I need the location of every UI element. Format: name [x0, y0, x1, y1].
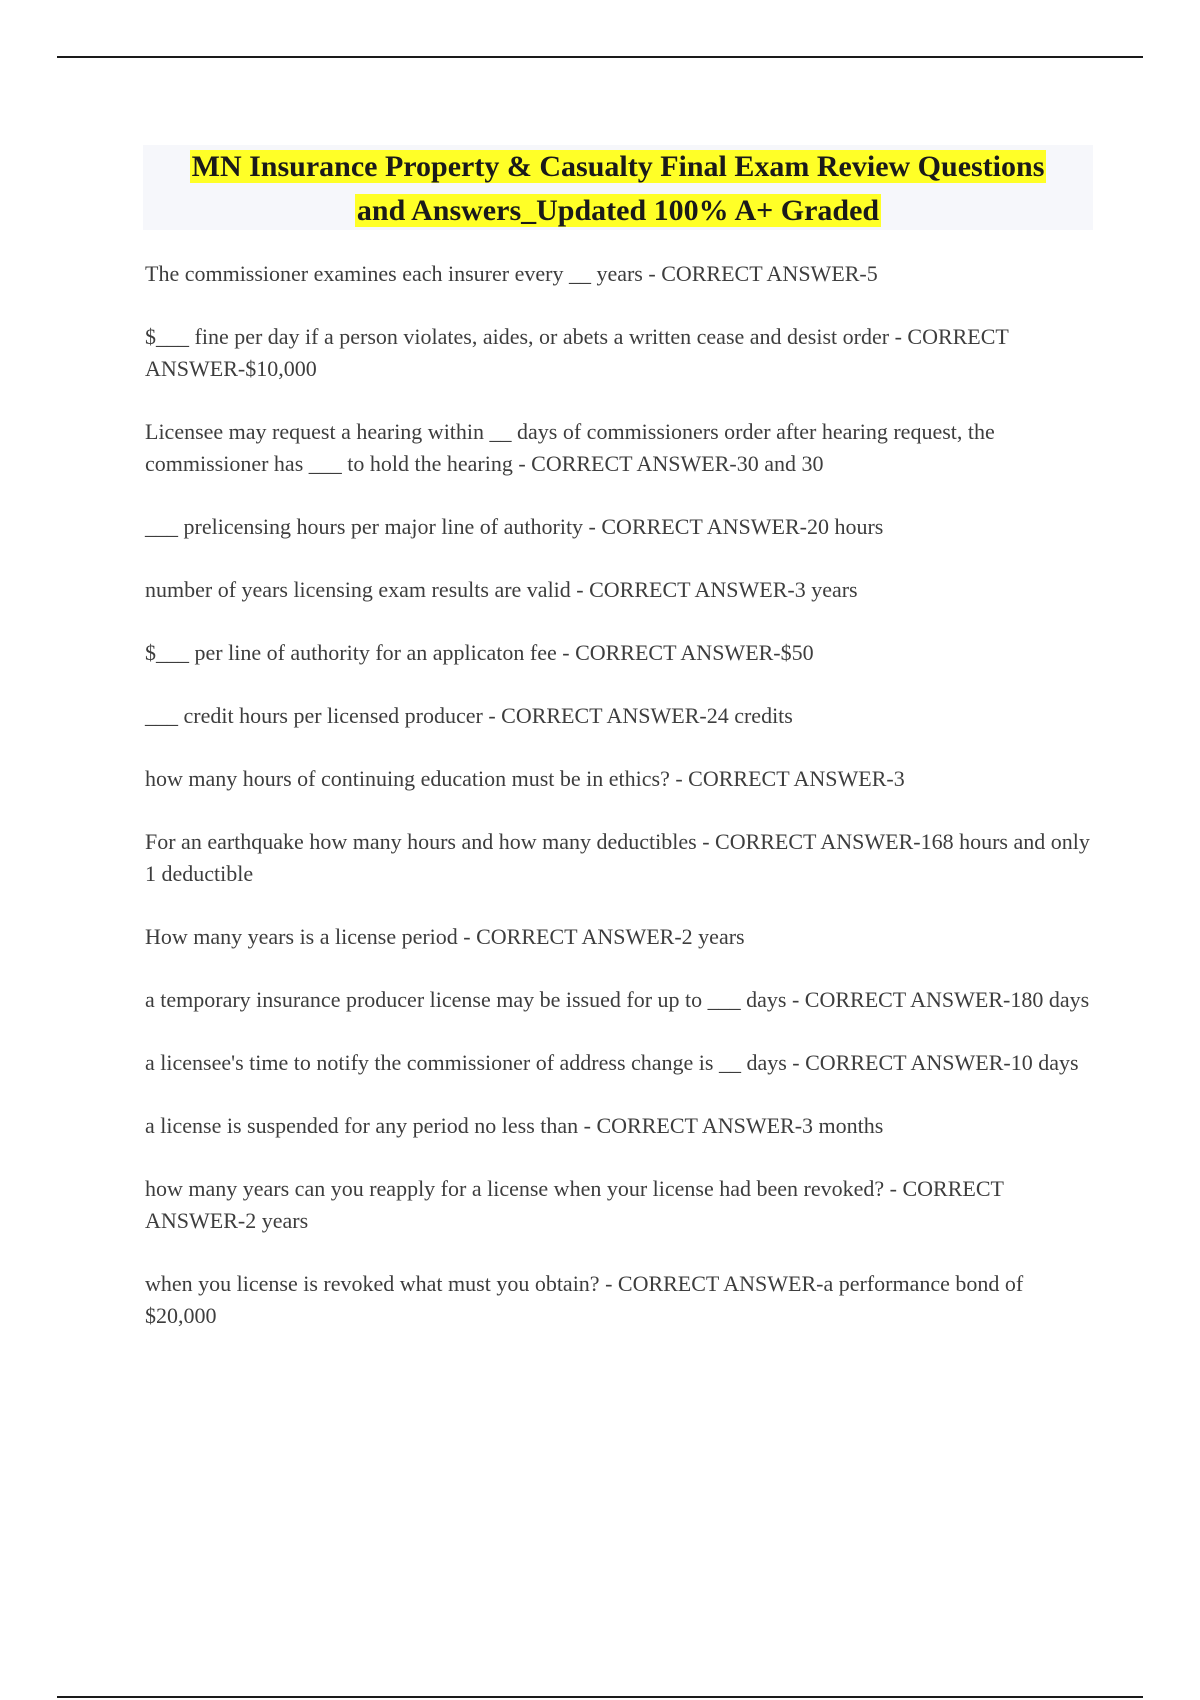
- bottom-rule: [57, 1696, 1143, 1698]
- qa-item: how many years can you reapply for a license when your license had been revoked? - CORRECT ANSWER-2 years: [145, 1176, 1004, 1233]
- qa-list: [145, 258, 1100, 1363]
- qa-item: $___ fine per day if a person violates, aides, or abets a written cease and desist order - CORRECT ANSWER-$10,000: [145, 324, 1009, 381]
- qa-item: a temporary insurance producer license may be issued for up to ___ days - CORRECT ANSWER-180 days: [145, 987, 1090, 1012]
- title-block: [143, 145, 1093, 230]
- qa-item: $___ per line of authority for an applicaton fee - CORRECT ANSWER-$50: [145, 640, 814, 665]
- qa-item: a license is suspended for any period no less than - CORRECT ANSWER-3 months: [145, 1113, 884, 1138]
- qa-item: ___ credit hours per licensed producer - CORRECT ANSWER-24 credits: [145, 703, 793, 728]
- qa-item: when you license is revoked what must you obtain? - CORRECT ANSWER-a performance bond of $20,000: [145, 1271, 1024, 1328]
- qa-item: The commissioner examines each insurer every __ years - CORRECT ANSWER-5: [145, 261, 878, 286]
- top-rule: [57, 56, 1143, 58]
- title-line-2: [143, 189, 1093, 233]
- qa-item: how many hours of continuing education must be in ethics? - CORRECT ANSWER-3: [145, 766, 905, 791]
- qa-item: a licensee's time to notify the commissioner of address change is __ days - CORRECT ANSWER-10 days: [145, 1050, 1079, 1075]
- qa-item: ___ prelicensing hours per major line of authority - CORRECT ANSWER-20 hours: [145, 514, 884, 539]
- qa-item: number of years licensing exam results are valid - CORRECT ANSWER-3 years: [145, 577, 858, 602]
- title-line-1: [143, 145, 1093, 189]
- qa-item: How many years is a license period - CORRECT ANSWER-2 years: [145, 924, 745, 949]
- title-highlight-1: MN Insurance Property & Casualty Final Exam Review Questions: [191, 150, 1045, 183]
- qa-item: For an earthquake how many hours and how many deductibles - CORRECT ANSWER-168 hours and only 1 deductible: [145, 829, 1090, 886]
- qa-item: Licensee may request a hearing within __ days of commissioners order after hearing request, the commissioner has ___ to hold the hearing - CORRECT ANSWER-30 and 30: [145, 419, 995, 476]
- title-highlight-2: and Answers_Updated 100% A+ Graded: [356, 194, 880, 227]
